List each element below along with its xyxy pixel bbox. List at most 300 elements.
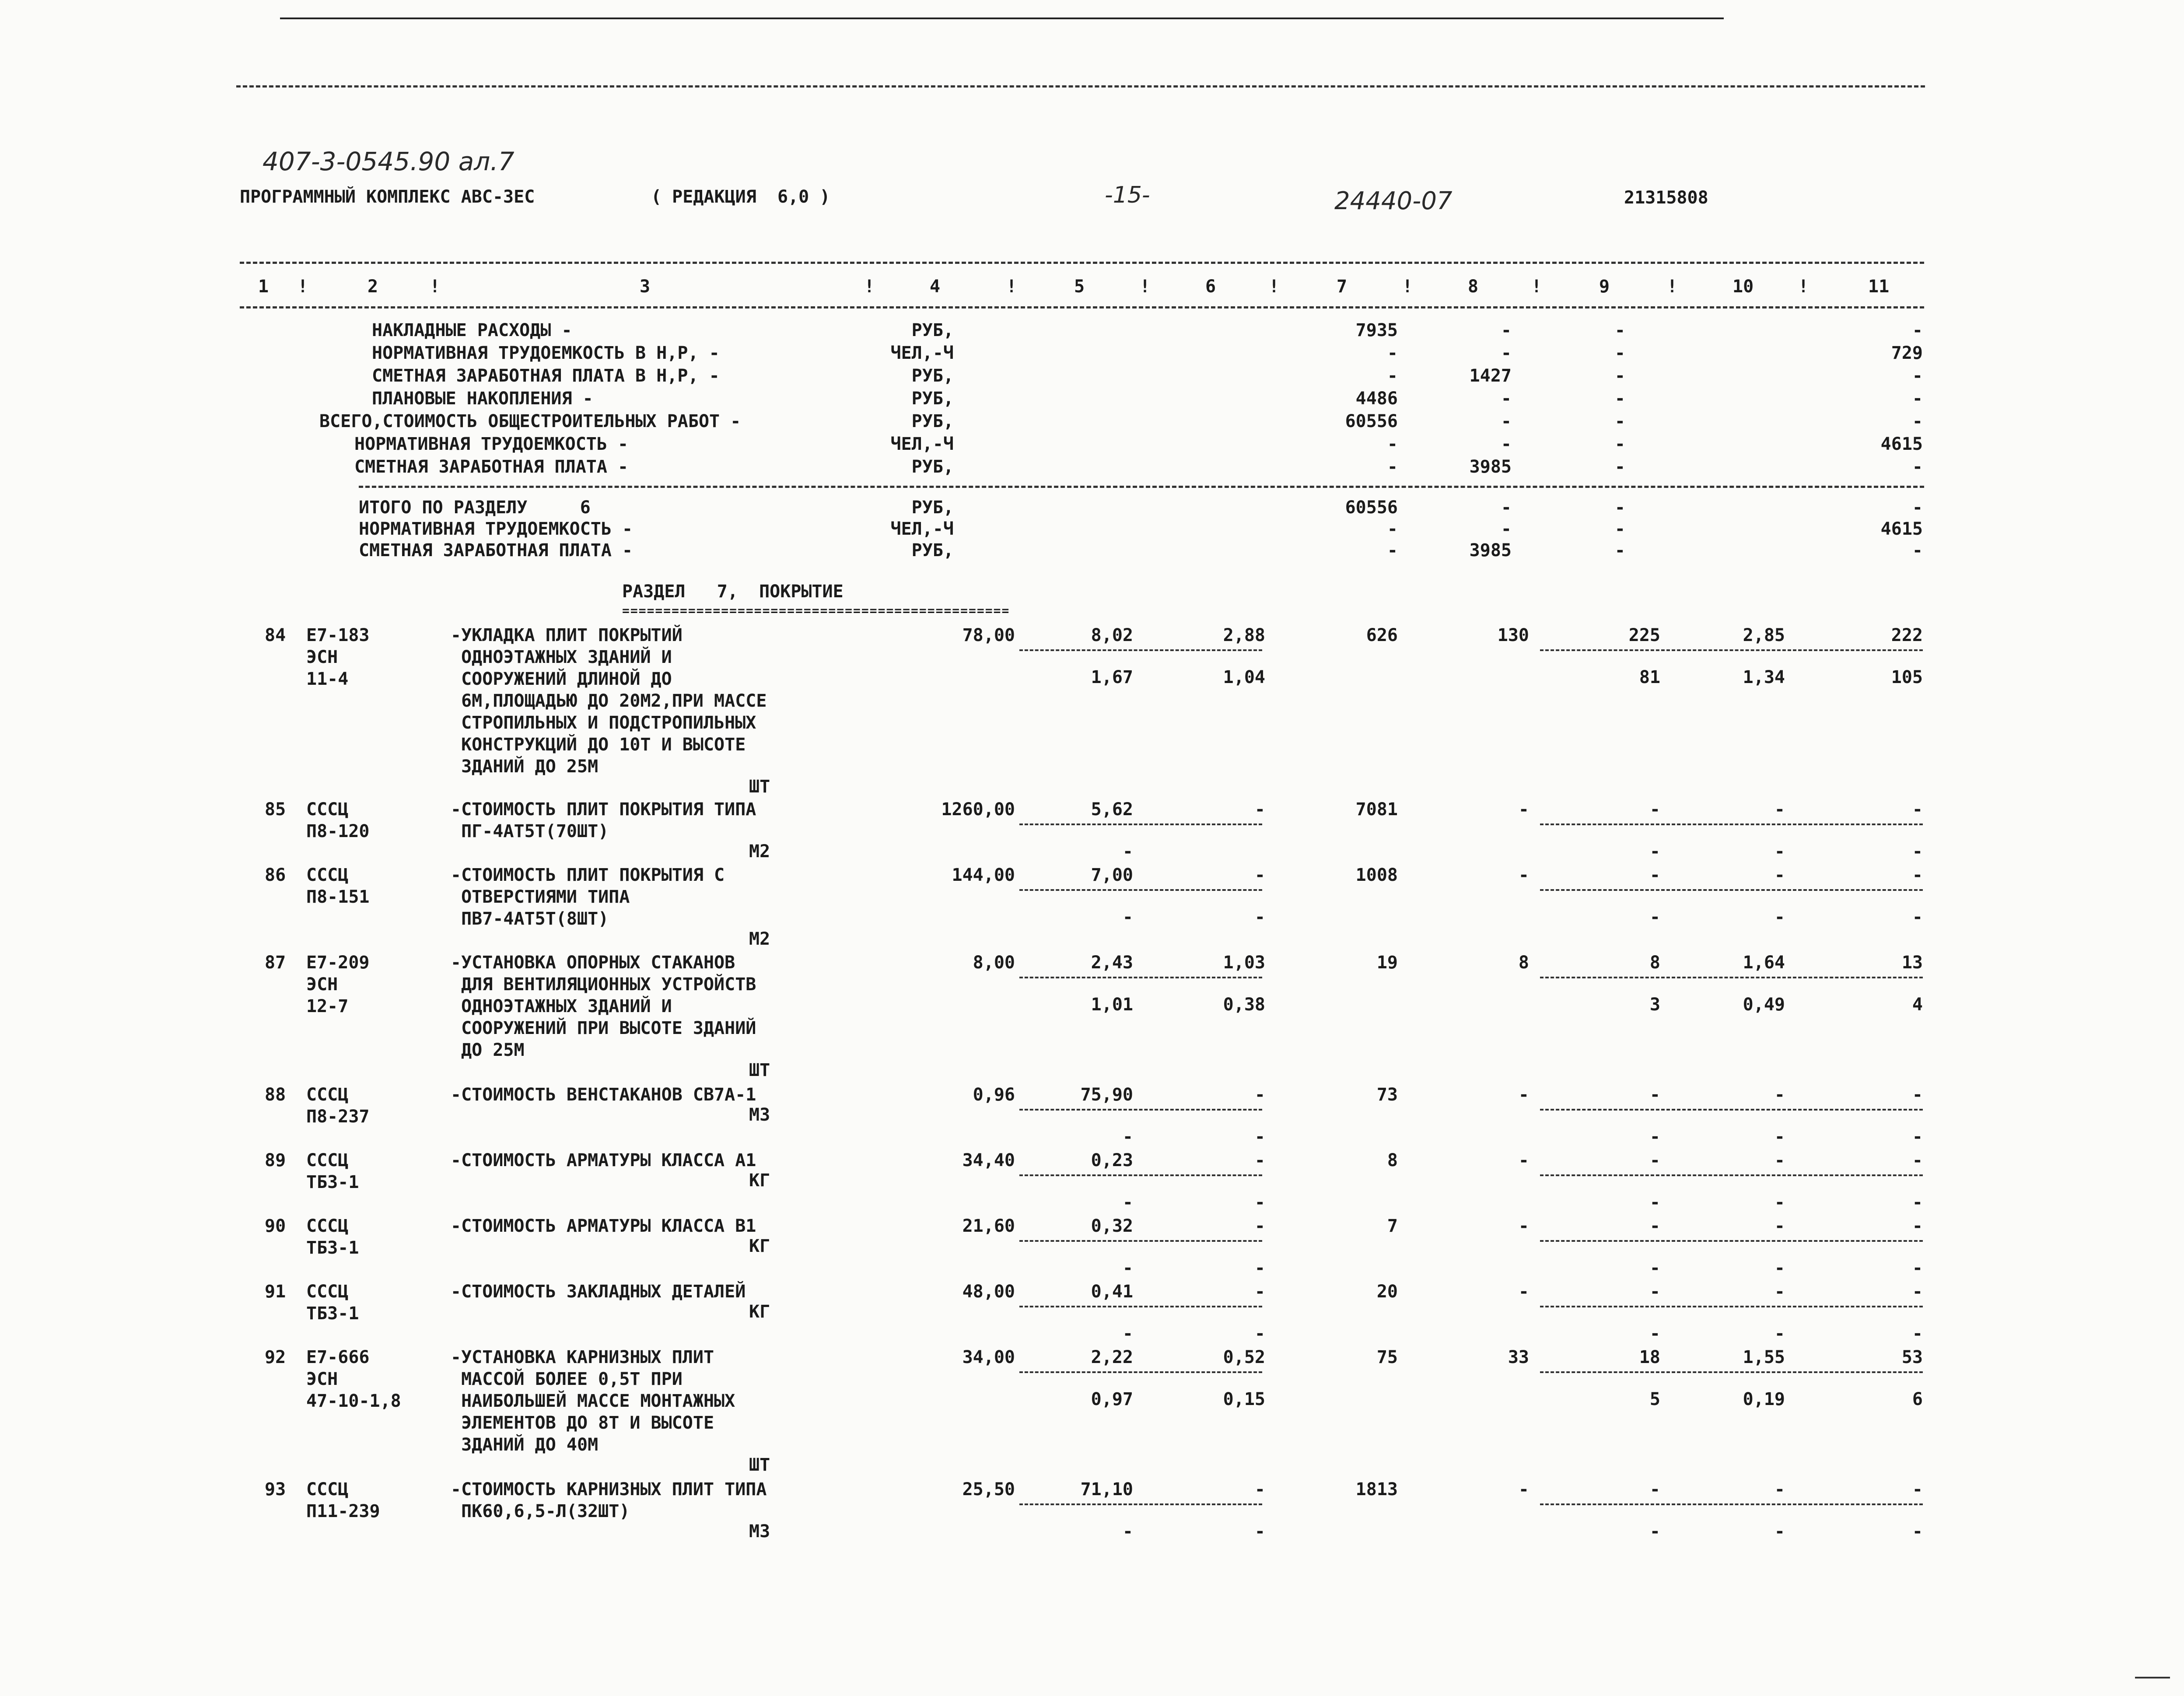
item-value-c5: 75,90 [1080, 1085, 1133, 1105]
item-value-c5: 2,43 [1091, 953, 1133, 973]
summary-unit: ЧЕЛ,-Ч [890, 519, 954, 539]
item-value-c10: - [1774, 1479, 1785, 1500]
item-value-c7: 20 [1376, 1282, 1398, 1302]
item-value-c10: 2,85 [1743, 625, 1785, 645]
column-header: 2 [368, 277, 378, 297]
item-value-c6: - [1254, 1085, 1265, 1105]
summary-c8: - [1501, 498, 1512, 518]
doc-number: 21315808 [1624, 188, 1708, 208]
item-number: 84 [265, 625, 286, 645]
edition: ( РЕДАКЦИЯ 6,0 ) [651, 187, 830, 207]
item-value2-c6: 0,15 [1223, 1389, 1265, 1409]
summary-c8: - [1501, 320, 1512, 340]
item-description: ПК60,6,5-Л(32ШТ) [451, 1501, 630, 1521]
item-unit: КГ [749, 1170, 770, 1191]
item-value-c9: 225 [1628, 625, 1660, 645]
item-code: 47-10-1,8 [306, 1391, 401, 1411]
item-description: -СТОИМОСТЬ КАРНИЗНЫХ ПЛИТ ТИПА [451, 1479, 767, 1500]
item-value-c8: - [1518, 1282, 1529, 1302]
summary-c8: 3985 [1469, 457, 1512, 477]
item-description: СООРУЖЕНИЙ ДЛИНОЙ ДО [451, 669, 672, 689]
summary-c11: - [1912, 457, 1923, 477]
summary-c9: - [1614, 498, 1625, 518]
summary-label: ИТОГО ПО РАЗДЕЛУ 6 [359, 498, 591, 518]
item-value-c6: 0,52 [1223, 1347, 1265, 1367]
section-title-underline: =============================================== [622, 603, 1010, 618]
summary-c8: - [1501, 411, 1512, 431]
value-underline [1540, 1174, 1923, 1176]
summary-c7: - [1387, 457, 1398, 477]
item-value-c6: 1,03 [1223, 953, 1265, 973]
item-value-c5: 7,00 [1091, 865, 1133, 885]
item-value-c7: 75 [1376, 1347, 1398, 1367]
item-value2-c5: - [1122, 907, 1133, 927]
column-header: 3 [640, 277, 651, 297]
summary-c9: - [1614, 540, 1625, 561]
item-description: -УКЛАДКА ПЛИТ ПОКРЫТИЙ [451, 625, 682, 645]
item-value-c11: 53 [1901, 1347, 1923, 1367]
summary-label: СМЕТНАЯ ЗАРАБОТНАЯ ПЛАТА В Н,Р, - [372, 366, 720, 386]
table-header-rule [240, 306, 1924, 308]
item-value-c9: - [1649, 1216, 1660, 1236]
item-code: СССЦ [306, 799, 349, 820]
item-code: Е7-183 [306, 625, 370, 645]
value-underline [1540, 1503, 1923, 1505]
item-value-c8: - [1518, 865, 1529, 885]
summary-label: НОРМАТИВНАЯ ТРУДОЕМКОСТЬ - [359, 519, 633, 539]
item-unit: КГ [749, 1236, 770, 1256]
summary-unit: ЧЕЛ,-Ч [890, 434, 954, 454]
summary-label: НОРМАТИВНАЯ ТРУДОЕМКОСТЬ - [354, 434, 629, 454]
item-value-c11: - [1912, 1150, 1923, 1170]
item-code: СССЦ [306, 865, 349, 885]
summary-unit: РУБ, [911, 366, 954, 386]
value-underline [1540, 977, 1923, 978]
item-description: КОНСТРУКЦИЙ ДО 10Т И ВЫСОТЕ [451, 735, 746, 755]
summary-c7: 60556 [1345, 498, 1398, 518]
column-header: 6 [1205, 277, 1216, 297]
value-underline [1019, 1109, 1262, 1111]
item-number: 88 [265, 1085, 286, 1105]
item-code: П8-151 [306, 887, 370, 907]
column-separator: ! [1006, 277, 1017, 297]
column-separator: ! [430, 277, 441, 297]
item-description: -СТОИМОСТЬ ЗАКЛАДНЫХ ДЕТАЛЕЙ [451, 1282, 746, 1302]
item-value2-c9: - [1649, 1192, 1660, 1212]
item-description: -СТОИМОСТЬ ПЛИТ ПОКРЫТИЯ С [451, 865, 725, 885]
value-underline [1540, 1240, 1923, 1242]
column-separator: ! [1798, 277, 1809, 297]
item-unit: КГ [749, 1302, 770, 1322]
item-value2-c6: - [1254, 1127, 1265, 1147]
item-value2-c9: 3 [1649, 995, 1660, 1015]
item-value-c9: - [1649, 1479, 1660, 1500]
item-description: ДЛЯ ВЕНТИЛЯЦИОННЫХ УСТРОЙСТВ [451, 974, 756, 995]
summary-c9: - [1614, 434, 1625, 454]
item-code: СССЦ [306, 1479, 349, 1500]
item-description: -УСТАНОВКА ОПОРНЫХ СТАКАНОВ [451, 953, 735, 973]
summary-c8: 1427 [1469, 366, 1512, 386]
item-value-c6: - [1254, 1479, 1265, 1500]
item-value-c9: 8 [1649, 953, 1660, 973]
summary-c7: 60556 [1345, 411, 1398, 431]
item-value2-c6: - [1254, 1324, 1265, 1344]
item-description: ОДНОЭТАЖНЫХ ЗДАНИЙ И [451, 647, 672, 667]
summary-c11: - [1912, 389, 1923, 409]
summary-c9: - [1614, 457, 1625, 477]
value-underline [1019, 977, 1262, 978]
item-value2-c6: - [1254, 1192, 1265, 1212]
summary-label: НОРМАТИВНАЯ ТРУДОЕМКОСТЬ В Н,Р, - [372, 343, 720, 363]
item-value-c4: 34,00 [962, 1347, 1015, 1367]
item-value-c4: 78,00 [962, 625, 1015, 645]
column-header: 7 [1337, 277, 1348, 297]
summary-c9: - [1614, 389, 1625, 409]
item-number: 86 [265, 865, 286, 885]
item-value2-c11: - [1912, 841, 1923, 862]
item-code: 11-4 [306, 669, 349, 689]
item-value-c7: 7 [1387, 1216, 1398, 1236]
item-value-c11: - [1912, 1085, 1923, 1105]
item-value-c9: 18 [1639, 1347, 1660, 1367]
item-value-c10: - [1774, 1150, 1785, 1170]
item-value2-c6: - [1254, 1521, 1265, 1542]
item-value-c6: 2,88 [1223, 625, 1265, 645]
item-description: СООРУЖЕНИЙ ПРИ ВЫСОТЕ ЗДАНИЙ [451, 1018, 756, 1038]
summary-c11: 4615 [1880, 519, 1923, 539]
top-page-rule [280, 18, 1724, 19]
summary-c11: 4615 [1880, 434, 1923, 454]
summary-c7: 7935 [1355, 320, 1398, 340]
item-value-c7: 1008 [1355, 865, 1398, 885]
item-code: СССЦ [306, 1085, 349, 1105]
item-value-c11: - [1912, 799, 1923, 820]
item-number: 85 [265, 799, 286, 820]
summary-label: ВСЕГО,СТОИМОСТЬ ОБЩЕСТРОИТЕЛЬНЫХ РАБОТ - [319, 411, 741, 431]
summary-c7: 4486 [1355, 389, 1398, 409]
value-underline [1019, 1503, 1262, 1505]
summary-c9: - [1614, 411, 1625, 431]
summary-unit: РУБ, [911, 320, 954, 340]
column-separator: ! [298, 277, 308, 297]
item-value-c11: 222 [1891, 625, 1923, 645]
program-name: ПРОГРАММНЫЙ КОМПЛЕКС АВС-3ЕС [240, 187, 535, 207]
item-description: ПГ-4АТ5Т(70ШТ) [451, 821, 609, 841]
item-value-c6: - [1254, 799, 1265, 820]
item-value-c4: 0,96 [973, 1085, 1015, 1105]
item-unit: ШТ [749, 1060, 770, 1080]
page-number: -15- [1105, 182, 1150, 208]
item-value2-c10: - [1774, 1521, 1785, 1542]
item-description: 6М,ПЛОЩАДЬЮ ДО 20М2,ПРИ МАССЕ [451, 691, 767, 711]
section-title: РАЗДЕЛ 7, ПОКРЫТИЕ [622, 582, 844, 602]
column-header: 5 [1074, 277, 1085, 297]
item-value-c10: 1,55 [1743, 1347, 1785, 1367]
item-value2-c11: - [1912, 907, 1923, 927]
item-value-c5: 8,02 [1091, 625, 1133, 645]
summary-unit: РУБ, [911, 411, 954, 431]
item-value-c6: - [1254, 1150, 1265, 1170]
column-separator: ! [864, 277, 875, 297]
value-underline [1019, 1240, 1262, 1242]
item-code: ЭСН [306, 1369, 338, 1389]
column-separator: ! [1667, 277, 1678, 297]
item-value-c8: - [1518, 1216, 1529, 1236]
item-value2-c5: 0,97 [1091, 1389, 1133, 1409]
summary-unit: ЧЕЛ,-Ч [890, 343, 954, 363]
item-value-c4: 144,00 [952, 865, 1015, 885]
summary-label: СМЕТНАЯ ЗАРАБОТНАЯ ПЛАТА - [354, 457, 629, 477]
item-description: -СТОИМОСТЬ ВЕНСТАКАНОВ СВ7А-1 [451, 1085, 756, 1105]
summary-c9: - [1614, 343, 1625, 363]
item-value-c5: 2,22 [1091, 1347, 1133, 1367]
item-value2-c10: - [1774, 841, 1785, 862]
value-underline [1019, 889, 1262, 891]
value-underline [1019, 823, 1262, 825]
table-top-rule [240, 262, 1924, 264]
item-unit: М3 [749, 1105, 770, 1125]
perforation-rule [236, 85, 1925, 88]
value-underline [1540, 823, 1923, 825]
item-unit: ШТ [749, 1455, 770, 1475]
item-value-c5: 71,10 [1080, 1479, 1133, 1500]
column-header: 9 [1599, 277, 1610, 297]
value-underline [1019, 649, 1262, 651]
item-value-c10: - [1774, 799, 1785, 820]
item-number: 91 [265, 1282, 286, 1302]
handwritten-doc-number: 24440-07 [1334, 187, 1452, 215]
summary-c8: - [1501, 519, 1512, 539]
item-value2-c10: - [1774, 1127, 1785, 1147]
item-code: ТБЗ-1 [306, 1238, 359, 1258]
item-value-c6: - [1254, 1216, 1265, 1236]
item-description: -УСТАНОВКА КАРНИЗНЫХ ПЛИТ [451, 1347, 714, 1367]
item-description: ПВ7-4АТ5Т(8ШТ) [451, 909, 609, 929]
item-description: -СТОИМОСТЬ ПЛИТ ПОКРЫТИЯ ТИПА [451, 799, 756, 820]
summary-unit: РУБ, [911, 498, 954, 518]
item-value2-c5: 1,67 [1091, 667, 1133, 687]
item-value-c11: - [1912, 1216, 1923, 1236]
item-value-c10: 1,64 [1743, 953, 1785, 973]
item-value-c7: 19 [1376, 953, 1398, 973]
item-value-c8: - [1518, 1085, 1529, 1105]
item-value2-c6: 1,04 [1223, 667, 1265, 687]
item-value-c11: - [1912, 1282, 1923, 1302]
item-value2-c5: - [1122, 1324, 1133, 1344]
item-value-c8: - [1518, 1150, 1529, 1170]
item-value2-c10: - [1774, 1192, 1785, 1212]
summary-c7: - [1387, 519, 1398, 539]
item-value2-c9: - [1649, 1521, 1660, 1542]
column-separator: ! [1140, 277, 1151, 297]
item-value-c4: 8,00 [973, 953, 1015, 973]
item-value2-c9: - [1649, 1258, 1660, 1278]
item-value-c4: 21,60 [962, 1216, 1015, 1236]
summary-c8: - [1501, 434, 1512, 454]
item-value-c7: 73 [1376, 1085, 1398, 1105]
item-code: 12-7 [306, 996, 349, 1016]
item-description: НАИБОЛЬШЕЙ МАССЕ МОНТАЖНЫХ [451, 1391, 735, 1411]
item-value-c7: 1813 [1355, 1479, 1398, 1500]
item-unit: М2 [749, 929, 770, 949]
item-value-c8: - [1518, 799, 1529, 820]
summary-label: СМЕТНАЯ ЗАРАБОТНАЯ ПЛАТА - [359, 540, 633, 561]
item-value-c7: 626 [1366, 625, 1398, 645]
summary-c9: - [1614, 366, 1625, 386]
item-value-c8: 8 [1518, 953, 1529, 973]
item-description: -СТОИМОСТЬ АРМАТУРЫ КЛАССА В1 [451, 1216, 756, 1236]
item-value2-c9: - [1649, 1324, 1660, 1344]
value-underline [1540, 649, 1923, 651]
item-value-c11: 13 [1901, 953, 1923, 973]
item-code: СССЦ [306, 1150, 349, 1170]
item-value2-c10: - [1774, 1324, 1785, 1344]
item-unit: ШТ [749, 777, 770, 797]
summary-c11: 729 [1891, 343, 1923, 363]
item-value-c9: - [1649, 799, 1660, 820]
value-underline [1540, 889, 1923, 891]
item-code: СССЦ [306, 1216, 349, 1236]
summary-c11: - [1912, 540, 1923, 561]
summary-c11: - [1912, 498, 1923, 518]
item-value2-c5: - [1122, 1521, 1133, 1542]
item-description: ОДНОЭТАЖНЫХ ЗДАНИЙ И [451, 996, 672, 1016]
item-value2-c11: - [1912, 1258, 1923, 1278]
item-value2-c6: - [1254, 907, 1265, 927]
item-number: 90 [265, 1216, 286, 1236]
item-value2-c6: - [1254, 1258, 1265, 1278]
item-value2-c11: - [1912, 1521, 1923, 1542]
summary-c8: - [1501, 389, 1512, 409]
item-value-c4: 34,40 [962, 1150, 1015, 1170]
item-value-c10: - [1774, 865, 1785, 885]
item-value-c4: 25,50 [962, 1479, 1015, 1500]
item-value2-c11: - [1912, 1192, 1923, 1212]
item-value-c9: - [1649, 1150, 1660, 1170]
item-value-c9: - [1649, 1282, 1660, 1302]
value-underline [1540, 1109, 1923, 1111]
summary-c11: - [1912, 320, 1923, 340]
item-description: -СТОИМОСТЬ АРМАТУРЫ КЛАССА А1 [451, 1150, 756, 1170]
column-separator: ! [1531, 277, 1542, 297]
item-code: П8-120 [306, 821, 370, 841]
item-value2-c11: 105 [1891, 667, 1923, 687]
column-separator: ! [1402, 277, 1413, 297]
item-unit: М2 [749, 841, 770, 862]
summary-c7: - [1387, 366, 1398, 386]
item-value2-c10: 0,49 [1743, 995, 1785, 1015]
item-value2-c5: 1,01 [1091, 995, 1133, 1015]
item-value2-c9: - [1649, 841, 1660, 862]
item-value2-c9: 81 [1639, 667, 1660, 687]
item-value2-c9: 5 [1649, 1389, 1660, 1409]
value-underline [1019, 1371, 1262, 1373]
item-unit: М3 [749, 1521, 770, 1542]
item-code: ТБЗ-1 [306, 1172, 359, 1192]
item-value2-c5: - [1122, 841, 1133, 862]
item-value2-c10: - [1774, 1258, 1785, 1278]
item-description: ЭЛЕМЕНТОВ ДО 8Т И ВЫСОТЕ [451, 1413, 714, 1433]
column-separator: ! [1269, 277, 1280, 297]
section-total-rule [359, 486, 1924, 488]
item-value2-c11: - [1912, 1324, 1923, 1344]
column-header: 1 [258, 277, 269, 297]
summary-c7: - [1387, 540, 1398, 561]
value-underline [1540, 1306, 1923, 1307]
item-value-c4: 48,00 [962, 1282, 1015, 1302]
item-description: ЗДАНИЙ ДО 40М [451, 1435, 598, 1455]
item-value-c10: - [1774, 1085, 1785, 1105]
item-value2-c11: - [1912, 1127, 1923, 1147]
value-underline [1019, 1174, 1262, 1176]
summary-c11: - [1912, 411, 1923, 431]
item-value-c4: 1260,00 [941, 799, 1015, 820]
summary-c9: - [1614, 519, 1625, 539]
summary-c7: - [1387, 434, 1398, 454]
item-value-c10: - [1774, 1282, 1785, 1302]
item-description: ЗДАНИЙ ДО 25М [451, 757, 598, 777]
item-code: СССЦ [306, 1282, 349, 1302]
item-number: 92 [265, 1347, 286, 1367]
item-value-c6: - [1254, 865, 1265, 885]
summary-c9: - [1614, 320, 1625, 340]
item-value2-c5: - [1122, 1127, 1133, 1147]
item-value2-c10: 0,19 [1743, 1389, 1785, 1409]
item-value2-c9: - [1649, 907, 1660, 927]
item-value-c11: - [1912, 1479, 1923, 1500]
item-value-c5: 5,62 [1091, 799, 1133, 820]
item-value-c5: 0,23 [1091, 1150, 1133, 1170]
column-header: 10 [1732, 277, 1754, 297]
summary-unit: РУБ, [911, 540, 954, 561]
item-code: Е7-209 [306, 953, 370, 973]
item-value-c8: 33 [1508, 1347, 1529, 1367]
summary-label: НАКЛАДНЫЕ РАСХОДЫ - [372, 320, 572, 340]
item-value2-c5: - [1122, 1258, 1133, 1278]
column-header: 11 [1868, 277, 1890, 297]
item-value-c9: - [1649, 1085, 1660, 1105]
summary-c7: - [1387, 343, 1398, 363]
item-number: 93 [265, 1479, 286, 1500]
summary-c8: - [1501, 343, 1512, 363]
item-value2-c6: 0,38 [1223, 995, 1265, 1015]
item-code: ЭСН [306, 647, 338, 667]
item-value-c11: - [1912, 865, 1923, 885]
item-value-c9: - [1649, 865, 1660, 885]
column-header: 4 [930, 277, 941, 297]
item-value-c7: 7081 [1355, 799, 1398, 820]
item-value-c7: 8 [1387, 1150, 1398, 1170]
summary-c11: - [1912, 366, 1923, 386]
item-description: ОТВЕРСТИЯМИ ТИПА [451, 887, 630, 907]
item-value2-c5: - [1122, 1192, 1133, 1212]
item-code: Е7-666 [306, 1347, 370, 1367]
item-value-c10: - [1774, 1216, 1785, 1236]
item-description: СТРОПИЛЬНЫХ И ПОДСТРОПИЛЬНЫХ [451, 713, 756, 733]
item-value-c8: - [1518, 1479, 1529, 1500]
item-value2-c11: 6 [1912, 1389, 1923, 1409]
value-underline [1540, 1371, 1923, 1373]
item-value-c5: 0,32 [1091, 1216, 1133, 1236]
margin-mark [2135, 1677, 2170, 1678]
item-value2-c10: 1,34 [1743, 667, 1785, 687]
item-value2-c11: 4 [1912, 995, 1923, 1015]
item-value2-c9: - [1649, 1127, 1660, 1147]
item-number: 87 [265, 953, 286, 973]
item-value-c8: 130 [1497, 625, 1529, 645]
item-value2-c10: - [1774, 907, 1785, 927]
value-underline [1019, 1306, 1262, 1307]
